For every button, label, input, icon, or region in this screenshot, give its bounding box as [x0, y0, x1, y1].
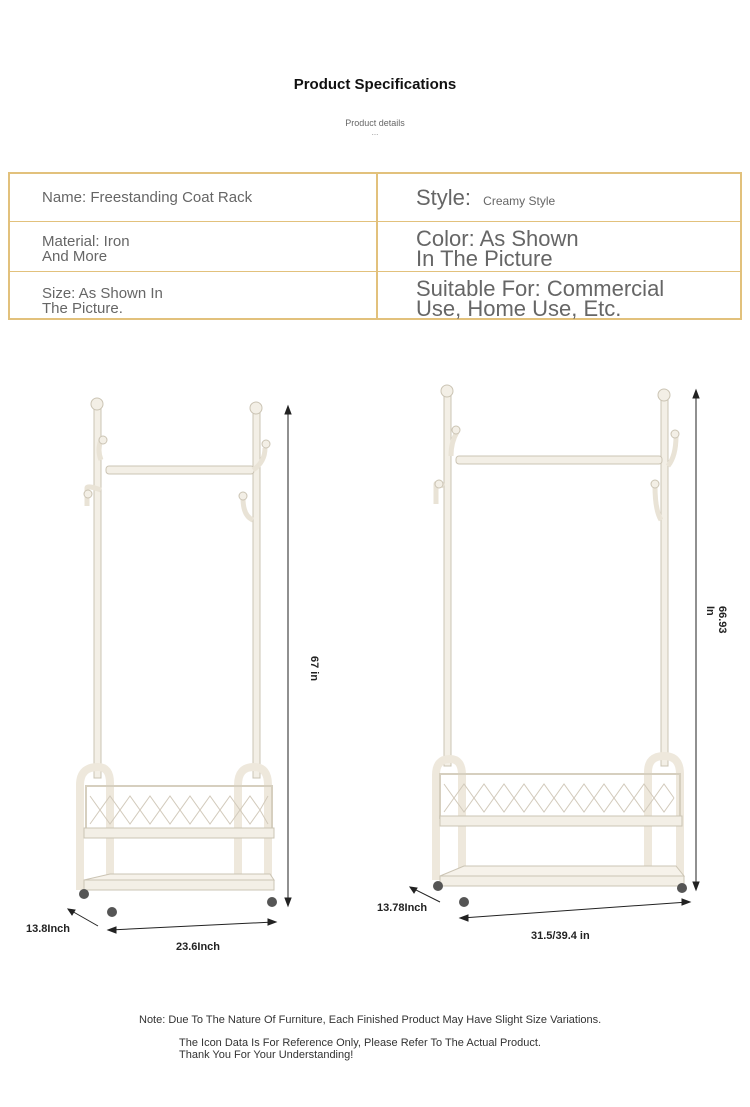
right-width-label: 31.5/39.4 in: [531, 930, 590, 942]
spec-suitable-line2: Use, Home Use, Etc.: [416, 296, 622, 321]
left-height-label: 67 in: [308, 656, 320, 682]
right-height-label: 66.93 In: [704, 606, 728, 634]
spec-material-line2: And More: [42, 248, 108, 265]
spec-size-line2: The Picture.: [42, 300, 123, 317]
spec-name: Name: Freestanding Coat Rack: [42, 189, 253, 206]
note-line-3: Thank You For Your Understanding!: [179, 1049, 354, 1061]
subtitle-dots: ...: [371, 128, 379, 137]
spec-color-line2: In The Picture: [416, 246, 553, 271]
page-title: Product Specifications: [293, 76, 457, 93]
right-depth-label: 13.78Inch: [377, 902, 428, 914]
note-line-2: The Icon Data Is For Reference Only, Please Refer To The Actual Product.: [179, 1037, 541, 1049]
left-width-label: 23.6Inch: [176, 941, 221, 953]
spec-suitable-line1: Suitable For: Commercial: [416, 276, 665, 301]
spec-color-line1: Color: As Shown: [416, 226, 579, 251]
page-subtitle: Product details: [345, 118, 405, 128]
left-depth-label: 13.8Inch: [26, 923, 71, 935]
note-line-1: Note: Due To The Nature Of Furniture, Each Finished Product May Have Slight Size Variations.: [139, 1014, 602, 1026]
spec-style-value: Creamy Style: [483, 194, 556, 208]
spec-style-label: Style:: [416, 185, 472, 210]
spec-material-line1: Material: Iron: [42, 233, 130, 250]
spec-size-line1: Size: As Shown In: [42, 285, 163, 302]
